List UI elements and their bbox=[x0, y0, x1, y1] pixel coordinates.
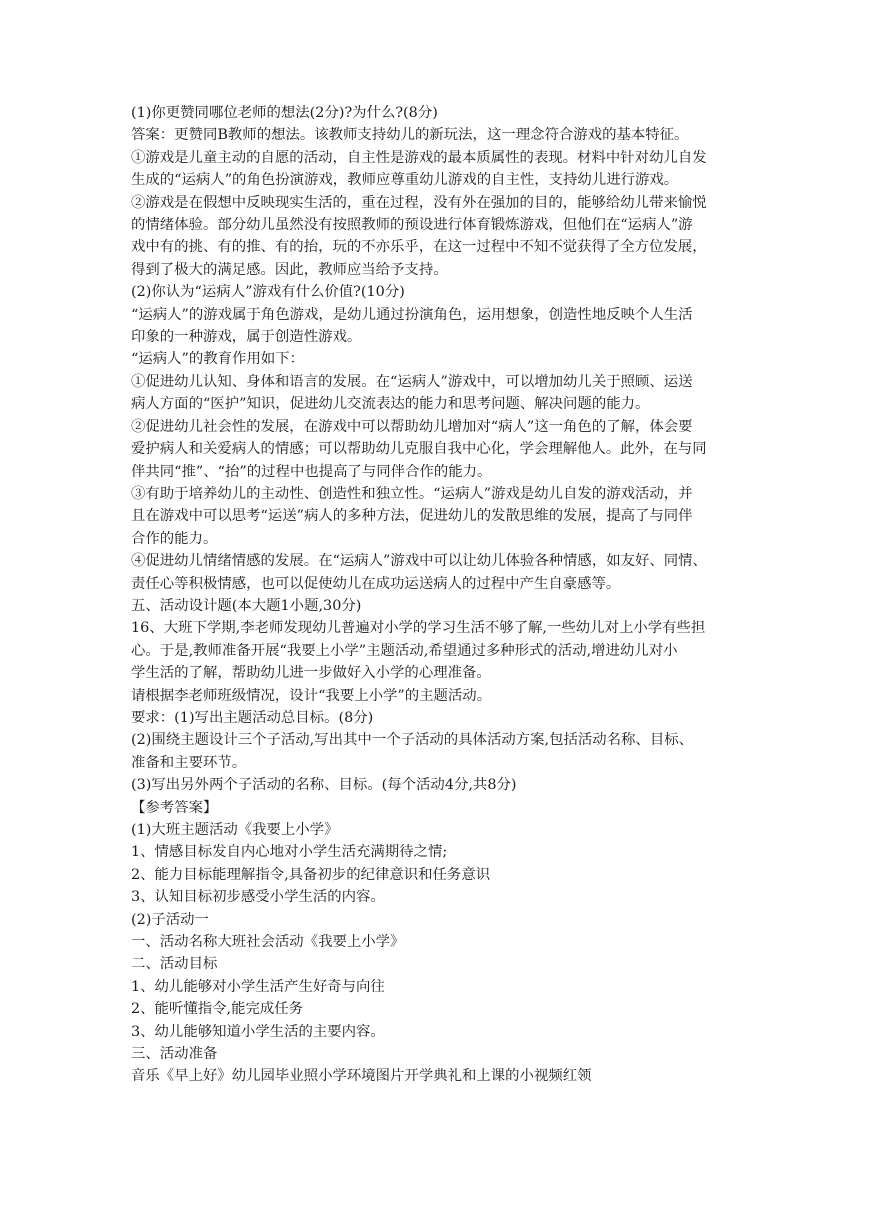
activity-prep-line: 音乐《早上好》幼儿园毕业照小学环境图片开学典礼和上课的小视频红领 bbox=[131, 1068, 592, 1085]
paragraph-line: “运病人”的教育作用如下： bbox=[131, 351, 305, 368]
activity-prep-heading: 三、活动准备 bbox=[131, 1046, 218, 1063]
reference-answer-heading: 【参考答案】 bbox=[131, 799, 218, 816]
goal-item: 2、能听懂指令,能完成任务 bbox=[131, 1001, 304, 1018]
goal-item: 3、幼儿能够知道小学生活的主要内容。 bbox=[131, 1023, 385, 1040]
answer-point-1: ①游戏是儿童主动的自愿的活动，自主性是游戏的最本质属性的表现。材料中针对幼儿自发 bbox=[131, 149, 707, 166]
answer-line: 答案：更赞同B教师的想法。该教师支持幼儿的新玩法，这一理念符合游戏的基本特征。 bbox=[131, 127, 689, 144]
question-16-line: 16、大班下学期,李老师发现幼儿普遍对小学的学习生活不够了解,一些幼儿对上小学有些担 bbox=[131, 620, 706, 637]
question-16-line: 请根据李老师班级情况，设计“我要上小学”的主题活动。 bbox=[131, 687, 492, 704]
value-point-3: ③有助于培养幼儿的主动性、创造性和独立性。“运病人”游戏是幼儿自发的游戏活动，并 bbox=[131, 485, 693, 502]
question-16-line: 学生活的了解，帮助幼儿进一步做好入小学的心理准备。 bbox=[131, 665, 491, 682]
value-point-3-cont: 合作的能力。 bbox=[131, 530, 218, 547]
activity-name: 一、活动名称大班社会活动《我要上小学》 bbox=[131, 934, 405, 951]
answer-point-2: ②游戏是在假想中反映现实生活的，重在过程，没有外在强加的目的，能够给幼儿带来愉悦 bbox=[131, 194, 707, 211]
answer-point-2-cont: 的情绪体验。部分幼儿虽然没有按照教师的预设进行体育锻炼游戏，但他们在“运病人”游 bbox=[131, 217, 693, 234]
requirement-3: (3)写出另外两个子活动的名称、目标。(每个活动4分,共8分) bbox=[131, 777, 517, 794]
value-point-2-cont: 伴共同“推”、“抬”的过程中也提高了与同伴合作的能力。 bbox=[131, 463, 492, 480]
question-16-line: 心。于是,教师准备开展“我要上小学”主题活动,希望通过多种形式的活动,增进幼儿对小 bbox=[131, 642, 678, 659]
goal-item: 3、认知目标初步感受小学生活的内容。 bbox=[131, 889, 385, 906]
goal-item: 1、幼儿能够对小学生活产生好奇与向往 bbox=[131, 978, 385, 995]
requirement-2-cont: 准备和主要环节。 bbox=[131, 754, 247, 771]
question-2-heading: (2)你认为“运病人”游戏有什么价值?(10分) bbox=[131, 284, 405, 301]
theme-activity-title: (1)大班主题活动《我要上小学》 bbox=[131, 822, 339, 838]
sub-activity-heading: (2)子活动一 bbox=[131, 911, 209, 928]
activity-goals-heading: 二、活动目标 bbox=[131, 956, 218, 973]
paragraph-line: “运病人”的游戏属于角色游戏，是幼儿通过扮演角色，运用想象，创造性地反映个人生活 bbox=[131, 306, 693, 323]
answer-point-2-cont: 戏中有的挑、有的推、有的抬，玩的不亦乐乎，在这一过程中不知不觉获得了全方位发展， bbox=[131, 239, 707, 256]
value-point-1-cont: 病人方面的“医护”知识，促进幼儿交流表达的能力和思考问题、解决问题的能力。 bbox=[131, 396, 650, 413]
goal-item: 2、能力目标能理解指令,具备初步的纪律意识和任务意识 bbox=[131, 866, 491, 883]
requirement-2: (2)围绕主题设计三个子活动,写出其中一个子活动的具体活动方案,包括活动名称、目标、 bbox=[131, 732, 693, 749]
document-page bbox=[131, 102, 743, 1088]
answer-point-2-cont: 得到了极大的满足感。因此，教师应当给予支持。 bbox=[131, 261, 448, 278]
value-point-3-cont: 且在游戏中可以思考“运送”病人的多种方法，促进幼儿的发散思维的发展，提高了与同伴 bbox=[131, 508, 693, 525]
value-point-2: ②促进幼儿社会性的发展，在游戏中可以帮助幼儿增加对“病人”这一角色的了解，体会要 bbox=[131, 418, 693, 435]
section-5-heading: 五、活动设计题(本大题1小题,30分) bbox=[131, 597, 362, 614]
value-point-1: ①促进幼儿认知、身体和语言的发展。在“运病人”游戏中，可以增加幼儿关于照顾、运送 bbox=[131, 373, 693, 390]
value-point-4: ④促进幼儿情绪情感的发展。在“运病人”游戏中可以让幼儿体验各种情感，如友好、同情、 bbox=[131, 553, 707, 570]
question-1-heading: (1)你更赞同哪位老师的想法(2分)?为什么?(8分) bbox=[131, 105, 438, 121]
value-point-2-cont: 爱护病人和关爱病人的情感；可以帮助幼儿克服自我中心化，学会理解他人。此外，在与同 bbox=[131, 441, 707, 458]
requirement-1: 要求：(1)写出主题活动总目标。(8分) bbox=[131, 709, 374, 726]
value-point-4-cont: 责任心等积极情感，也可以促使幼儿在成功运送病人的过程中产生自豪感等。 bbox=[131, 575, 621, 592]
answer-point-1-cont: 生成的“运病人”的角色扮演游戏，教师应尊重幼儿游戏的自主性，支持幼儿进行游戏。 bbox=[131, 172, 679, 189]
goal-item: 1、情感目标发自内心地对小学生活充满期待之情; bbox=[131, 844, 448, 861]
paragraph-line: 印象的一种游戏，属于创造性游戏。 bbox=[131, 329, 362, 346]
